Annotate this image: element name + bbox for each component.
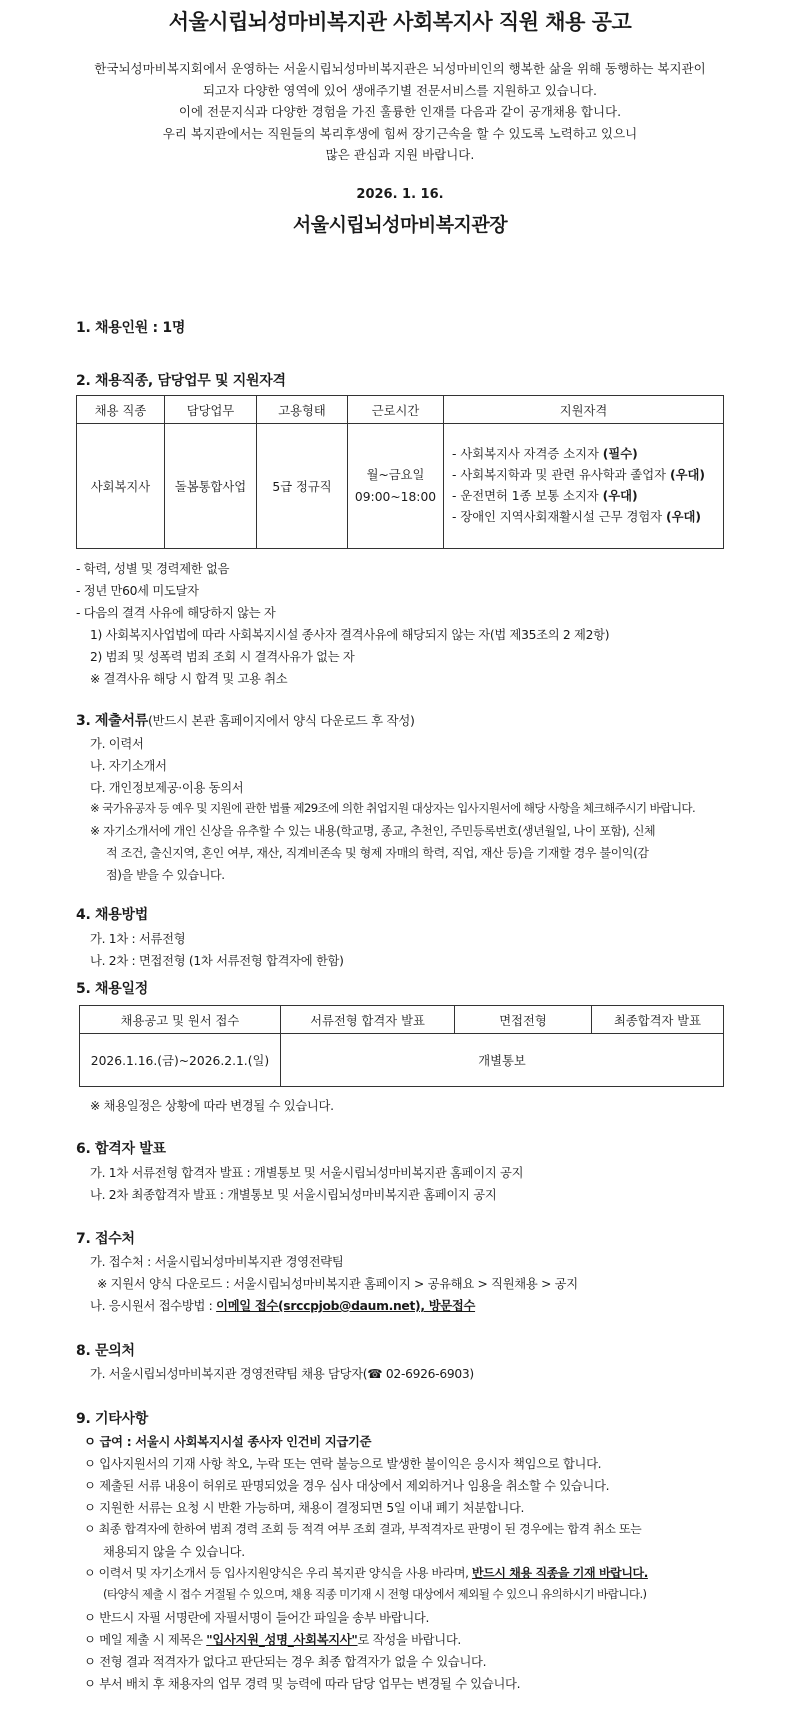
schedule-note: ※ 채용일정은 상황에 따라 변경될 수 있습니다. bbox=[90, 1099, 334, 1113]
announcement-item: 나. 2차 최종합격자 발표 : 개별통보 및 서울시립뇌성마비복지관 홈페이지 공지 bbox=[90, 1188, 497, 1202]
notice-date: 2026. 1. 16. bbox=[356, 187, 444, 202]
qualification-item: - 사회복지사 자격증 소지자 (필수) bbox=[452, 447, 638, 461]
misc-item: ㅇ 제출된 서류 내용이 허위로 판명되었을 경우 심사 대상에서 제외하거나 임용을 취소할 수 있습니다. bbox=[84, 1479, 610, 1493]
contact-item: 가. 서울시립뇌성마비복지관 경영전략팀 채용 담당자(☎ 02-6926-6903) bbox=[90, 1367, 474, 1381]
job-table bbox=[76, 395, 724, 549]
intro-line: 한국뇌성마비복지회에서 운영하는 서울시립뇌성마비복지관은 뇌성마비인의 행복한 삶을 위해 동행하는 복지관이 bbox=[94, 61, 706, 76]
notice-cell: 개별통보 bbox=[281, 1034, 724, 1087]
duty-cell: 돌봄통합사업 bbox=[165, 424, 257, 549]
hours-cell bbox=[348, 424, 444, 549]
misc-item: ㅇ 메일 제출 시 제목은 "입사지원_성명_사회복지사"로 작성을 바랍니다. bbox=[84, 1633, 462, 1647]
misc-item: ㅇ 부서 배치 후 채용자의 업무 경력 및 능력에 따라 담당 업무는 변경될 수 있습니다. bbox=[84, 1677, 521, 1691]
method-item: 나. 2차 : 면접전형 (1차 서류전형 합격자에 한함) bbox=[90, 954, 344, 968]
table-header: 최종합격자 발표 bbox=[592, 1006, 724, 1034]
submission-item: 나. 응시원서 접수방법 : 이메일 접수(srccpjob@daum.net), 방문접수 bbox=[90, 1299, 476, 1313]
submission-item: 가. 접수처 : 서울시립뇌성마비복지관 경영전략팀 bbox=[90, 1255, 344, 1269]
section-method: 4. 채용방법 bbox=[76, 907, 148, 923]
qualification-item: - 사회복지학과 및 관련 유사학과 졸업자 (우대) bbox=[452, 468, 705, 482]
type-cell: 5급 정규직 bbox=[257, 424, 348, 549]
misc-item: ㅇ 최종 합격자에 한하여 범죄 경력 조회 등 적격 여부 조회 결과, 부적격자로 판명이 된 경우에는 합격 취소 또는 bbox=[84, 1522, 642, 1536]
note-line: - 학력, 성별 및 경력제한 없음 bbox=[76, 562, 230, 576]
qualification-item: - 장애인 지역사회재활시설 근무 경험자 (우대) bbox=[452, 510, 702, 524]
section-submission: 7. 접수처 bbox=[76, 1231, 135, 1247]
misc-item: ㅇ 이력서 및 자기소개서 등 입사지원양식은 우리 복지관 양식을 사용 바라며, 반드시 채용 직종을 기재 바랍니다. bbox=[84, 1566, 648, 1580]
intro-line: 이에 전문지식과 다양한 경험을 가진 훌륭한 인재를 다음과 같이 공개채용 합니다. bbox=[178, 104, 622, 119]
schedule-table bbox=[79, 1005, 724, 1087]
qualifications-cell bbox=[444, 424, 724, 549]
section-announcement: 6. 합격자 발표 bbox=[76, 1141, 166, 1157]
intro-line: 되고자 다양한 영역에 있어 생애주기별 전문서비스를 지원하고 있습니다. bbox=[202, 82, 598, 98]
note-line: - 다음의 결격 사유에 해당하지 않는 자 bbox=[76, 606, 276, 620]
document-note: ※ 국가유공자 등 예우 및 지원에 관한 법률 제29조에 의한 취업지원 대상자는 입사지원서에 해당 사항을 체크해주시기 바랍니다. bbox=[90, 801, 696, 815]
announcement-item: 가. 1차 서류전형 합격자 발표 : 개별통보 및 서울시립뇌성마비복지관 홈페이지 공지 bbox=[90, 1166, 524, 1180]
required-notice: 반드시 채용 직종을 기재 바랍니다. bbox=[471, 1566, 648, 1580]
table-header-row bbox=[80, 1006, 724, 1034]
note-line: - 정년 만60세 미도달자 bbox=[76, 584, 199, 598]
misc-item: (타양식 제출 시 접수 거절될 수 있으며, 채용 직종 미기재 시 전형 대상에서 제외될 수 있으니 유의하시기 바랍니다.) bbox=[103, 1587, 647, 1601]
hours-days: 월~금요일 bbox=[366, 468, 425, 482]
document-item: 가. 이력서 bbox=[90, 737, 144, 751]
misc-item: ㅇ 급여 : 서울시 사회복지시설 종사자 인건비 지급기준 bbox=[84, 1435, 372, 1449]
section-misc: 9. 기타사항 bbox=[76, 1411, 148, 1427]
section-headcount: 1. 채용인원 : 1명 bbox=[76, 320, 186, 336]
misc-item: ㅇ 반드시 자필 서명란에 자필서명이 들어간 파일을 송부 바랍니다. bbox=[84, 1611, 430, 1625]
section-schedule: 5. 채용일정 bbox=[76, 981, 148, 997]
hours-time: 09:00~18:00 bbox=[354, 490, 437, 504]
table-header: 면접전형 bbox=[455, 1006, 592, 1034]
page-title: 서울시립뇌성마비복지관 사회복지사 직원 채용 공고 bbox=[168, 10, 632, 34]
section-documents: 3. 제출서류(반드시 본관 홈페이지에서 양식 다운로드 후 작성) bbox=[76, 713, 415, 729]
misc-item: 채용되지 않을 수 있습니다. bbox=[103, 1545, 245, 1559]
section-job-title: 2. 채용직종, 담당업무 및 지원자격 bbox=[76, 373, 286, 389]
document-item: 나. 자기소개서 bbox=[90, 759, 167, 773]
table-header-row bbox=[77, 396, 724, 424]
intro-line: 우리 복지관에서는 직원들의 복리후생에 힘써 장기근속을 할 수 있도록 노력하고 있으니 bbox=[162, 125, 638, 141]
job-cell: 사회복지사 bbox=[77, 424, 165, 549]
note-line: 2) 범죄 및 성폭력 범죄 조회 시 결격사유가 없는 자 bbox=[90, 650, 355, 664]
issuer-name: 서울시립뇌성마비복지관장 bbox=[292, 214, 508, 236]
table-header: 고용형태 bbox=[257, 396, 348, 424]
table-row bbox=[80, 1034, 724, 1087]
table-header: 채용 직종 bbox=[77, 396, 165, 424]
method-item: 가. 1차 : 서류전형 bbox=[90, 932, 186, 946]
period-cell: 2026.1.16.(금)~2026.2.1.(일) bbox=[80, 1034, 281, 1087]
submission-method: 이메일 접수(srccpjob@daum.net), 방문접수 bbox=[216, 1299, 476, 1313]
table-header: 지원자격 bbox=[444, 396, 724, 424]
table-row bbox=[77, 424, 724, 549]
table-header: 서류전형 합격자 발표 bbox=[281, 1006, 455, 1034]
intro-text bbox=[0, 58, 800, 166]
section-contact: 8. 문의처 bbox=[76, 1343, 135, 1359]
document-item: 다. 개인정보제공·이용 동의서 bbox=[90, 781, 244, 795]
table-header: 근로시간 bbox=[348, 396, 444, 424]
table-header: 채용공고 및 원서 접수 bbox=[80, 1006, 281, 1034]
document-note: ※ 자기소개서에 개인 신상을 유추할 수 있는 내용(학교명, 종교, 추천인, 주민등록번호(생년월일, 나이 포함), 신체 bbox=[90, 824, 656, 838]
document-note: 점)을 받을 수 있습니다. bbox=[106, 868, 225, 882]
note-line: 1) 사회복지사업법에 따라 사회복지시설 종사자 결격사유에 해당되지 않는 자(법 제35조의 2 제2항) bbox=[90, 628, 610, 642]
table-header: 담당업무 bbox=[165, 396, 257, 424]
email-subject-format: "입사지원_성명_사회복지사" bbox=[206, 1633, 358, 1647]
submission-item: ※ 지원서 양식 다운로드 : 서울시립뇌성마비복지관 홈페이지 > 공유해요 > 직원채용 > 공지 bbox=[97, 1277, 578, 1291]
document-note: 적 조건, 출신지역, 혼인 여부, 재산, 직계비존속 및 형제 자매의 학력, 직업, 재산 등)을 기재할 경우 불이익(감 bbox=[106, 846, 649, 860]
qualification-item: - 운전면허 1종 보통 소지자 (우대) bbox=[452, 489, 638, 503]
intro-line: 많은 관심과 지원 바랍니다. bbox=[325, 147, 475, 162]
misc-item: ㅇ 입사지원서의 기재 사항 착오, 누락 또는 연락 불능으로 발생한 불이익은 응시자 책임으로 합니다. bbox=[84, 1457, 602, 1471]
misc-item: ㅇ 전형 결과 적격자가 없다고 판단되는 경우 최종 합격자가 없을 수 있습니다. bbox=[84, 1655, 487, 1669]
note-line: ※ 결격사유 해당 시 합격 및 고용 취소 bbox=[90, 672, 288, 686]
misc-item: ㅇ 지원한 서류는 요청 시 반환 가능하며, 채용이 결정되면 5일 이내 폐기 처분합니다. bbox=[84, 1501, 525, 1515]
